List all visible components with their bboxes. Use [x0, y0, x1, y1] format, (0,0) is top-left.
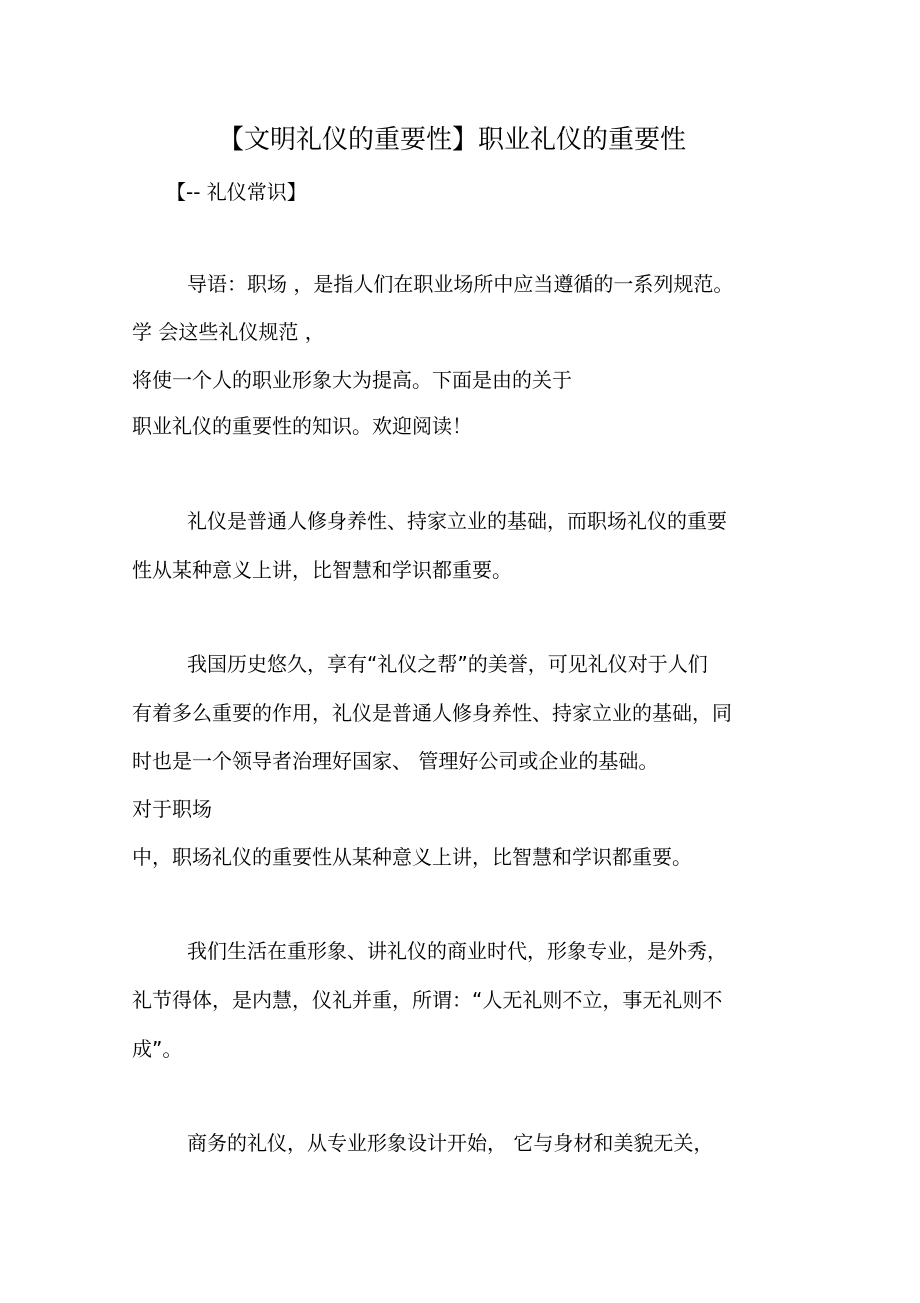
document-subtitle: 【-- 礼仪常识】 — [166, 180, 307, 204]
paragraph-1-line-2: 学 会这些礼仪规范 ， — [132, 320, 325, 344]
document-title: 【文明礼仪的重要性】职业礼仪的重要性 — [218, 125, 687, 155]
paragraph-2-line-2: 性从某种意义上讲，比智慧和学识都重要。 — [132, 558, 512, 582]
paragraph-3-line-5: 中，职场礼仪的重要性从某种意义上讲，比智慧和学识都重要。 — [132, 845, 692, 869]
paragraph-1-line-3: 将使一个人的职业形象大为提高。下面是由的关于 — [132, 368, 572, 392]
paragraph-4-line-3: 成”。 — [132, 1037, 183, 1061]
paragraph-3-line-2: 有着多么重要的作用，礼仪是普通人修身养性、持家立业的基础，同 — [132, 701, 732, 725]
paragraph-4-line-1: 我们生活在重形象、讲礼仪的商业时代，形象专业，是外秀， — [187, 939, 727, 963]
paragraph-2-line-1: 礼仪是普通人修身养性、持家立业的基础，而职场礼仪的重要 — [187, 509, 727, 533]
paragraph-1-line-1: 导语：职场 ，是指人们在职业场所中应当遵循的一系列规范。 — [187, 272, 734, 296]
paragraph-4-line-2: 礼节得体，是内慧，仪礼并重，所谓：“人无礼则不立，事无礼则不 — [132, 988, 723, 1012]
paragraph-3-line-1: 我国历史悠久，享有“礼仪之帮”的美誉，可见礼仪对于人们 — [187, 652, 708, 676]
paragraph-3-line-4: 对于职场 — [132, 797, 212, 821]
paragraph-5-line-1: 商务的礼仪，从专业形象设计开始， 它与身材和美貌无关， — [187, 1131, 714, 1155]
paragraph-1-line-4: 职业礼仪的重要性的知识。欢迎阅读！ — [132, 414, 472, 438]
paragraph-3-line-3: 时也是一个领导者治理好国家、 管理好公司或企业的基础。 — [132, 749, 659, 773]
